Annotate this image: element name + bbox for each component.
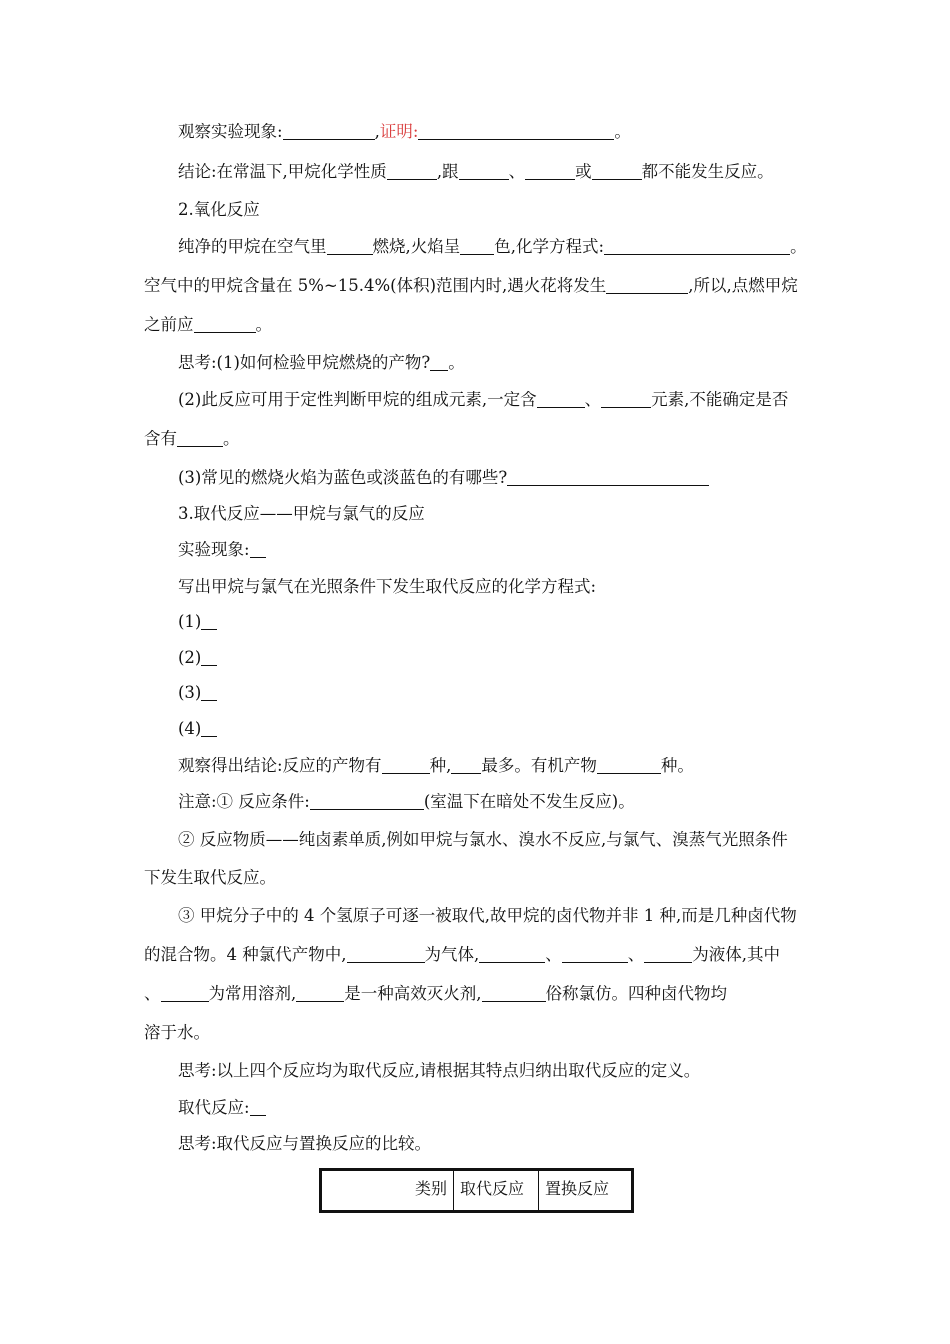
text: 元素,不能确定是否 [651, 390, 789, 409]
text: (1) [178, 612, 202, 631]
text: ,所以,点燃甲烷 [688, 276, 798, 295]
text: ③ 甲烷分子中的 4 个氢原子可逐一被取代,故甲烷的卤代物并非 1 种,而是几种卤代物 [178, 906, 797, 925]
line-chloro-products [144, 944, 780, 966]
answer-blank[interactable] [177, 430, 223, 447]
equation-3 [178, 682, 217, 704]
text: (3)常见的燃烧火焰为蓝色或淡蓝色的有哪些? [178, 468, 508, 487]
text: 空气中的甲烷含量在 5%~15.4%(体积)范围内时,遇火花将发生 [144, 276, 607, 295]
text: 、 [545, 945, 562, 964]
equation-4 [178, 718, 217, 740]
text: 取代反应: [178, 1098, 250, 1117]
text: 为气体, [424, 945, 480, 964]
line-experiment-phenomenon [178, 539, 266, 561]
answer-blank[interactable] [194, 316, 256, 333]
answer-blank[interactable] [201, 720, 217, 737]
text: 思考:取代反应与置换反应的比较。 [178, 1134, 432, 1153]
line-think-compare [178, 1133, 431, 1155]
answer-blank[interactable] [201, 613, 217, 630]
line-note-reactant [178, 829, 788, 851]
line-think-3 [178, 467, 709, 489]
text: 种。 [660, 756, 694, 775]
text: 燃烧,火焰呈 [372, 237, 461, 256]
text: 、 [508, 162, 526, 181]
answer-blank[interactable] [201, 684, 217, 701]
text: 纯净的甲烷在空气里 [178, 237, 327, 256]
text: 。 [448, 353, 465, 372]
answer-blank[interactable] [250, 1099, 266, 1116]
answer-blank[interactable] [327, 238, 373, 255]
proof-label: 证明: [379, 122, 419, 141]
line-observe-conclusion [178, 755, 694, 777]
text: 是一种高效灭火剂, [344, 984, 482, 1003]
text: 之前应 [144, 315, 194, 334]
line-think-1 [178, 352, 465, 374]
text: ② 反应物质——纯卤素单质,例如甲烷与氯水、溴水不反应,与氯气、溴蒸气光照条件 [178, 830, 788, 849]
line-solvents [144, 983, 727, 1005]
text: (2)此反应可用于定性判断甲烷的组成元素,一定含 [178, 390, 537, 409]
text: 的混合物。4 种氯代产物中, [144, 945, 347, 964]
answer-blank[interactable] [161, 985, 209, 1002]
text: 思考:以上四个反应均为取代反应,请根据其特点归纳出取代反应的定义。 [178, 1061, 701, 1080]
text: 。 [223, 429, 240, 448]
line-observe-phenomenon [178, 121, 631, 143]
answer-blank[interactable] [283, 123, 375, 140]
text: 实验现象: [178, 540, 250, 559]
text: 含有 [144, 429, 177, 448]
answer-blank[interactable] [482, 985, 546, 1002]
line-pure-methane [178, 236, 807, 258]
text: 、 [144, 984, 161, 1003]
text: 为液体,其中 [692, 945, 780, 964]
text: 种, [429, 756, 452, 775]
text: 3.取代反应——甲烷与氯气的反应 [178, 504, 425, 523]
text: 2.氧化反应 [178, 200, 260, 219]
line-note-substitution [178, 905, 797, 927]
text: 思考:(1)如何检验甲烷燃烧的产物? [178, 353, 431, 372]
text: 注意:① 反应条件: [178, 792, 310, 811]
answer-blank[interactable] [562, 946, 628, 963]
text: 溶于水。 [144, 1023, 210, 1042]
text: , [374, 122, 380, 141]
line-think-definition [178, 1060, 700, 1082]
answer-blank[interactable] [606, 277, 688, 294]
answer-blank[interactable] [250, 541, 266, 558]
table-header-cell: 类别 [321, 1170, 454, 1212]
answer-blank[interactable] [201, 649, 217, 666]
text: 色,化学方程式: [494, 237, 605, 256]
answer-blank[interactable] [601, 391, 651, 408]
text: 都不能发生反应。 [641, 162, 774, 181]
answer-blank[interactable] [418, 123, 614, 140]
text: 写出甲烷与氯气在光照条件下发生取代反应的化学方程式: [178, 577, 597, 596]
line-before-ignite [144, 314, 272, 336]
equation-1 [178, 611, 217, 633]
text: (2) [178, 648, 202, 667]
equation-2 [178, 647, 217, 669]
answer-blank[interactable] [387, 163, 437, 180]
text: 、 [584, 390, 602, 409]
line-think-2 [178, 389, 788, 411]
text: 下发生取代反应。 [144, 868, 276, 887]
text: 。 [255, 315, 272, 334]
text: 观察得出结论:反应的产物有 [178, 756, 382, 775]
line-note-condition [178, 791, 635, 813]
text: 。 [790, 237, 807, 256]
line-note-reactant-cont [144, 867, 276, 889]
answer-blank[interactable] [310, 793, 424, 810]
answer-blank[interactable] [347, 946, 425, 963]
text: 或 [575, 162, 592, 181]
table-header-cell: 取代反应 [454, 1170, 539, 1212]
line-substitution-def [178, 1097, 266, 1119]
text: 观察实验现象: [178, 122, 283, 141]
text: (3) [178, 683, 202, 702]
line-contains [144, 428, 240, 450]
answer-blank[interactable] [451, 757, 481, 774]
line-insoluble [144, 1022, 210, 1044]
answer-blank[interactable] [479, 946, 545, 963]
answer-blank[interactable] [592, 163, 642, 180]
line-conclusion [178, 161, 774, 183]
answer-blank[interactable] [382, 757, 430, 774]
text: ,跟 [436, 162, 459, 181]
table-header-row [321, 1170, 633, 1212]
answer-blank[interactable] [644, 946, 692, 963]
answer-blank[interactable] [597, 757, 661, 774]
answer-blank[interactable] [507, 469, 709, 486]
text: 结论:在常温下,甲烷化学性质 [178, 162, 387, 181]
answer-blank[interactable] [430, 354, 448, 371]
answer-blank[interactable] [525, 163, 575, 180]
text: 。 [614, 122, 631, 141]
answer-blank[interactable] [459, 163, 509, 180]
answer-blank[interactable] [296, 985, 344, 1002]
line-write-equations [178, 576, 596, 598]
table-header-cell: 置换反应 [539, 1170, 633, 1212]
text: 俗称氯仿。四种卤代物均 [545, 984, 727, 1003]
answer-blank[interactable] [537, 391, 585, 408]
section-heading-substitution [178, 503, 425, 525]
section-heading-oxidation [178, 199, 260, 221]
text: 、 [627, 945, 645, 964]
text: 为常用溶剂, [208, 984, 297, 1003]
comparison-table [319, 1168, 634, 1213]
text: (室温下在暗处不发生反应)。 [423, 792, 635, 811]
answer-blank[interactable] [604, 238, 790, 255]
line-explosion-range [144, 275, 798, 297]
text: (4) [178, 719, 202, 738]
answer-blank[interactable] [460, 238, 494, 255]
text: 最多。有机产物 [481, 756, 597, 775]
